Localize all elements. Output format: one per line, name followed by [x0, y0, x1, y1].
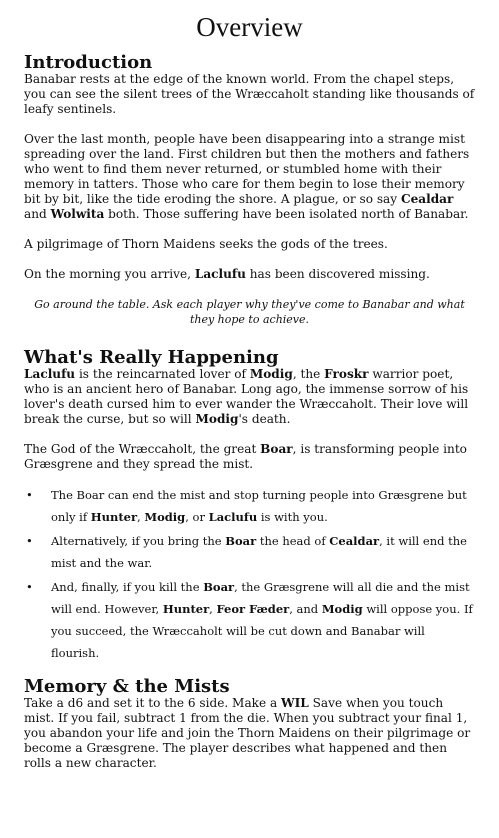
introduction-heading: Introduction	[24, 52, 153, 73]
bullet-icon: •	[26, 488, 33, 502]
name-laclufu: Laclufu	[194, 267, 246, 281]
bullet-icon: •	[26, 580, 33, 594]
list-item: • Alternatively, if you bring the Boar the head of Cealdar, it will end the mist and the war.	[24, 530, 475, 574]
intro-paragraph-2: Over the last month, people have been disappearing into a strange mist spreading over the land. First children but then the mothers and fathers who went to find them never returned, or stumbled home with their memory in tatters. Those who care for them begin to lose their memory bit by bit, like the tide eroding the shore. A plague, or so say Cealdar and Wolwita both. Those suffering have been isolated north of Banabar.	[24, 132, 470, 221]
intro-paragraph-3: A pilgrimage of Thorn Maidens seeks the gods of the trees.	[24, 237, 388, 251]
gm-prompt: Go around the table. Ask each player why they've come to Banabar and what they hope to achieve.	[34, 298, 465, 326]
intro-paragraph-1: Banabar rests at the edge of the known world. From the chapel steps, you can see the silent trees of the Wræccaholt standing like thousands of leafy sentinels.	[24, 72, 475, 116]
whats-happening-section	[24, 349, 475, 664]
memory-section	[24, 678, 475, 771]
name-cealdar: Cealdar	[400, 192, 454, 206]
outcomes-list	[24, 484, 475, 664]
name-wolwita: Wolwita	[50, 207, 105, 221]
intro-paragraph-4: On the morning you arrive, Laclufu has been discovered missing.	[24, 267, 430, 281]
happening-paragraph-2: The God of the Wræccaholt, the great Boar, is transforming people into Græsgrene and they spread the mist.	[24, 442, 467, 471]
happening-paragraph-1: Laclufu is the reincarnated lover of Modig, the Froskr warrior poet, who is an ancient hero of Banabar. Long ago, the immense sorrow of his lover's death cursed him to ever wander the Wræccaholt. Their love will break the curse, but so will Modig's death.	[24, 367, 469, 426]
bullet-icon: •	[26, 534, 33, 548]
memory-heading: Memory & the Mists	[24, 676, 230, 697]
list-item: • The Boar can end the mist and stop turning people into Græsgrene but only if Hunter, Modig, or Laclufu is with you.	[24, 484, 475, 528]
list-item: • And, finally, if you kill the Boar, the Græsgrene will all die and the mist will end. However, Hunter, Feor Fæder, and Modig will oppose you. If you succeed, the Wræccaholt will be cut down and Banabar will flourish.	[24, 576, 475, 664]
page-title: Overview	[196, 12, 303, 42]
whats-happening-heading: What's Really Happening	[24, 347, 279, 368]
memory-paragraph: Take a d6 and set it to the 6 side. Make a WIL Save when you touch mist. If you fail, subtract 1 from the die. When you subtract your final 1, you abandon your life and join the Thorn Maidens on their pilgrimage or become a Græsgrene. The player describes what happened and then rolls a new character.	[24, 696, 471, 770]
introduction-section	[24, 54, 475, 327]
